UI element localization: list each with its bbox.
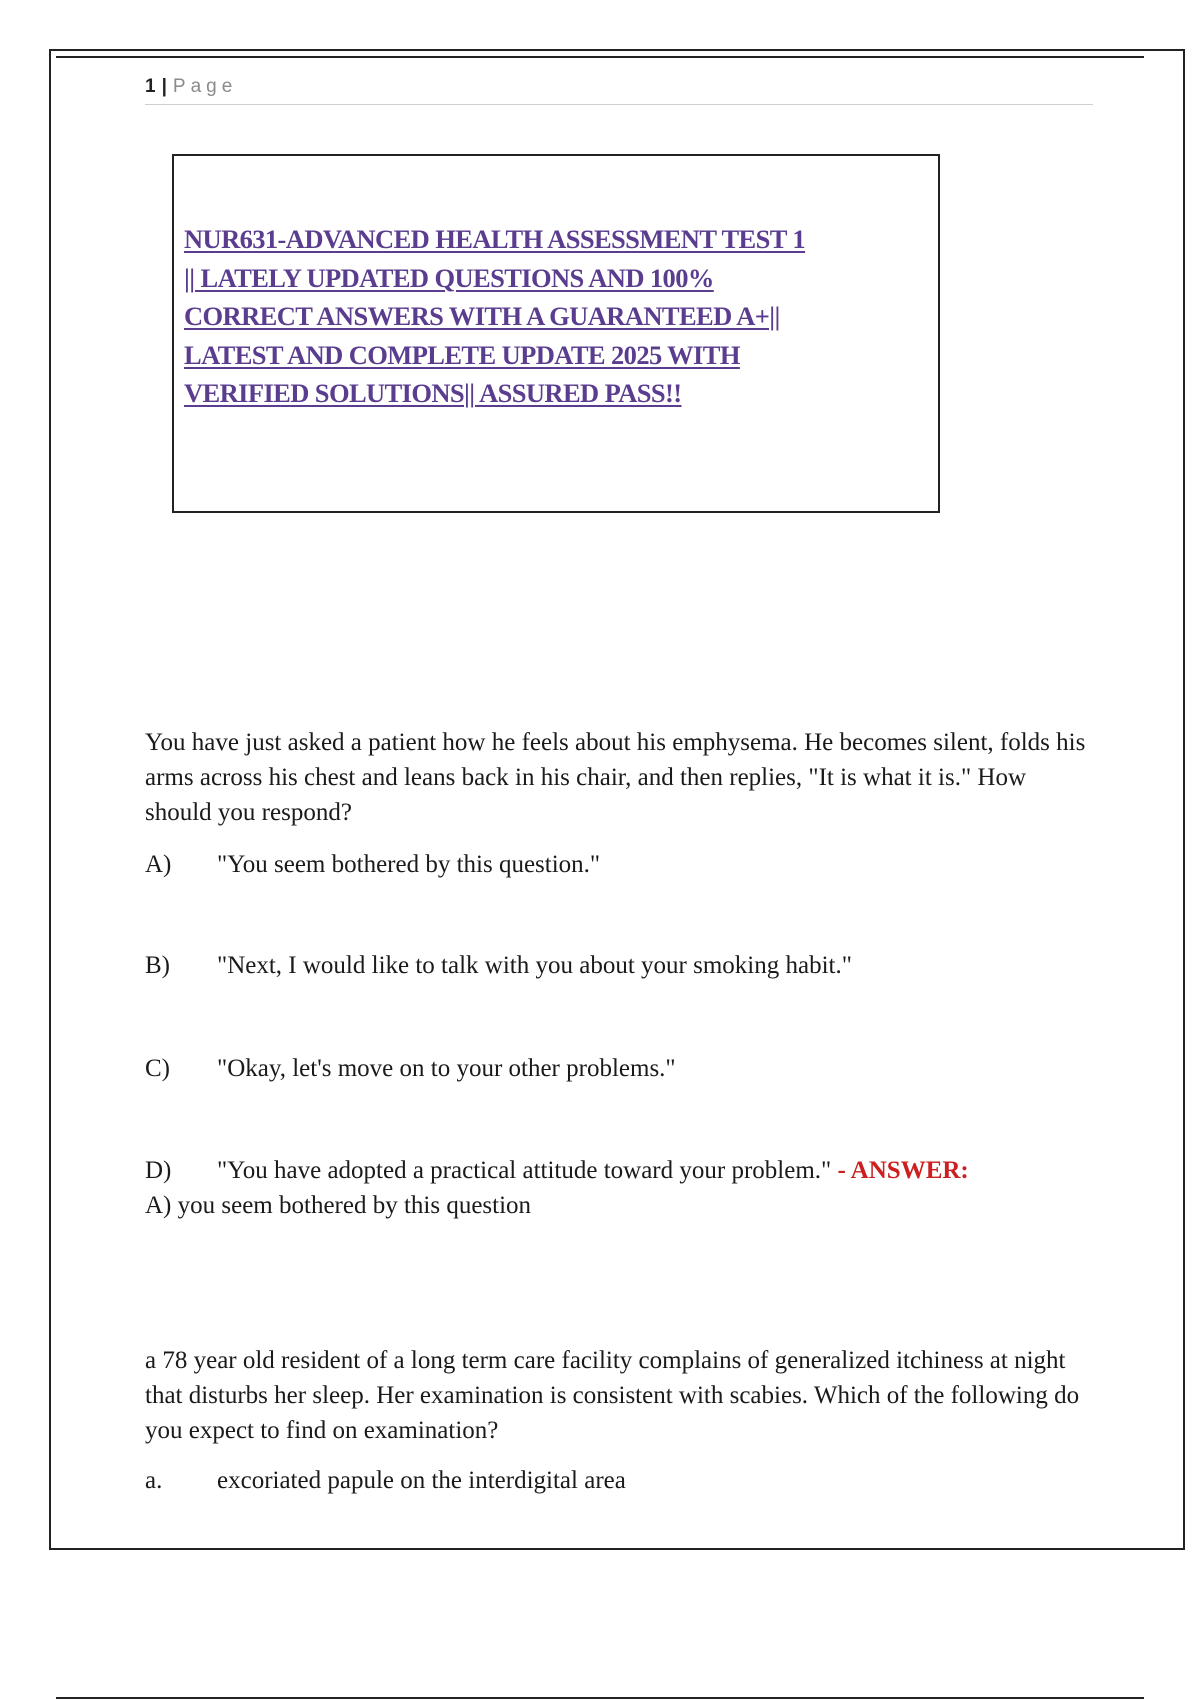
title-line-3: CORRECT ANSWERS WITH A GUARANTEED A+|| [184,301,780,331]
title-line-4: LATEST AND COMPLETE UPDATE 2025 WITH [184,339,740,370]
title-line-5: VERIFIED SOLUTIONS|| ASSURED PASS!! [184,378,682,408]
option-text-with-answer [217,1153,969,1188]
page-header [145,74,1093,105]
top-rule [56,56,1144,58]
question-2-option-a [145,1463,1095,1498]
option-text: "You have adopted a practical attitude toward your problem." [217,1157,832,1184]
question-1-text: You have just asked a patient how he feels about his emphysema. He becomes silent, folds his arms across his chest and leans back in his chair, and then replies, "It is what it is." How should you respond? [145,729,1086,826]
title-line-2: || LATELY UPDATED QUESTIONS AND 100% [184,262,714,293]
title-box [172,154,940,513]
option-text: "Next, I would like to talk with you about your smoking habit." [217,952,852,979]
option-text: "You seem bothered by this question." [217,851,601,878]
answer-tag: - ANSWER: [837,1157,969,1184]
page-label: Page [172,76,238,97]
option-label: B) [145,952,170,979]
question-1-option-a [145,847,1095,882]
question-1-option-d [145,1153,1095,1188]
option-label: C) [145,1055,170,1082]
question-2 [145,1343,1095,1498]
page-number: 1 [145,76,156,97]
page-separator: | [161,76,167,97]
option-label: A) [145,851,172,878]
option-label: a. [145,1467,163,1494]
question-1-option-b [145,948,1095,983]
title-line-1: NUR631-ADVANCED HEALTH ASSESSMENT TEST 1 [184,224,806,254]
question-2-text: a 78 year old resident of a long term care facility complains of generalized itchiness at night that disturbs her sleep. Her examination is consistent with scabies. Which of the following do you expect to find on examination? [145,1347,1080,1444]
option-text: excoriated papule on the interdigital area [217,1467,626,1494]
option-label: D) [145,1157,172,1184]
question-1 [145,725,1095,1223]
question-1-option-c [145,1051,1095,1086]
bottom-rule [56,1697,1144,1699]
option-text: "Okay, let's move on to your other problems." [217,1055,676,1082]
question-1-answer: A) you seem bothered by this question [145,1192,532,1219]
